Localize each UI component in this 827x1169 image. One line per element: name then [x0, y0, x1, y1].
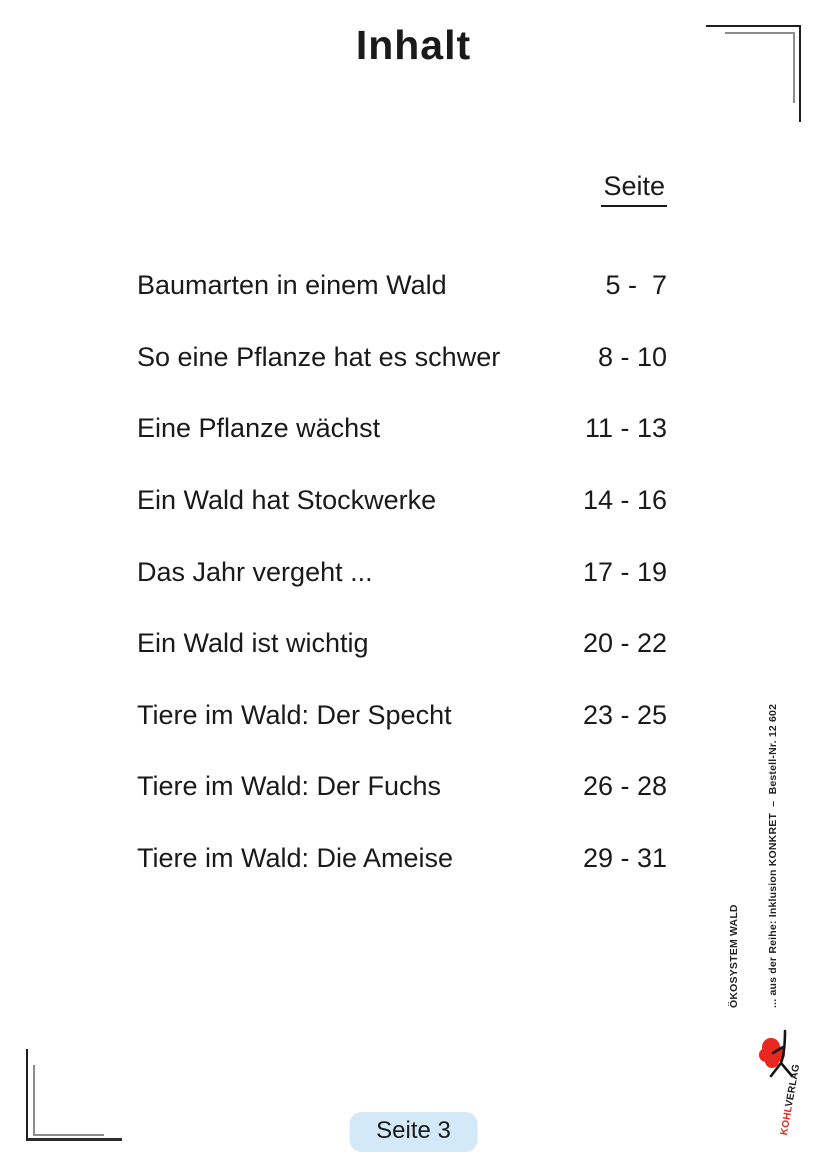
toc-row [137, 751, 667, 823]
publisher-name-verlag: VERLAG [783, 1063, 802, 1108]
toc-entry-title: Ein Wald hat Stockwerke [137, 485, 437, 516]
toc-row [137, 465, 667, 537]
toc-entry-pages: 5 - 7 [605, 270, 667, 301]
toc-row [137, 393, 667, 465]
toc-entry-pages: 17 - 19 [582, 556, 667, 587]
toc-entry-title: Eine Pflanze wächst [137, 413, 381, 444]
page-title: Inhalt [355, 22, 472, 68]
toc-entry-pages: 29 - 31 [582, 843, 667, 874]
toc-entry-pages: 20 - 22 [582, 628, 667, 659]
toc-entry-pages: 26 - 28 [582, 771, 667, 802]
toc-entry-pages: 14 - 16 [582, 485, 667, 516]
publisher-name-kohl: KOHL [778, 1105, 795, 1137]
corner-mark-bottom-left-inner [33, 1065, 104, 1136]
toc-entry-pages: 8 - 10 [597, 341, 667, 372]
toc-row [137, 250, 667, 322]
toc-entry-title: Tiere im Wald: Die Ameise [137, 843, 454, 874]
toc-entry-title: Ein Wald ist wichtig [137, 628, 369, 659]
toc-entry-title: Tiere im Wald: Der Specht [137, 699, 452, 730]
toc-entry-title: So eine Pflanze hat es schwer [137, 341, 501, 372]
toc-column-header-label: Seite [601, 171, 667, 207]
toc-row [137, 680, 667, 752]
toc-entry-title: Das Jahr vergeht ... [137, 556, 373, 587]
page-number-badge: Seite 3 [349, 1112, 478, 1152]
toc-column-header [601, 171, 667, 207]
toc-row [137, 536, 667, 608]
toc-entry-title: Baumarten in einem Wald [137, 270, 447, 301]
series-title: ÖKOSYSTEM WALD [728, 904, 740, 1008]
toc-list [137, 250, 667, 894]
toc-entry-title: Tiere im Wald: Der Fuchs [137, 771, 442, 802]
toc-row [137, 823, 667, 895]
edition-info-vertical [702, 698, 806, 1008]
series-order-number: ... aus der Reihe: Inklusion KONKRET – Bestell-Nr. 12 602 [767, 703, 779, 1008]
toc-entry-pages: 23 - 25 [582, 699, 667, 730]
toc-entry-pages: 11 - 13 [584, 413, 667, 444]
table-of-contents [137, 0, 667, 940]
toc-row [137, 608, 667, 680]
toc-row [137, 322, 667, 394]
publisher-logo [757, 1007, 807, 1137]
